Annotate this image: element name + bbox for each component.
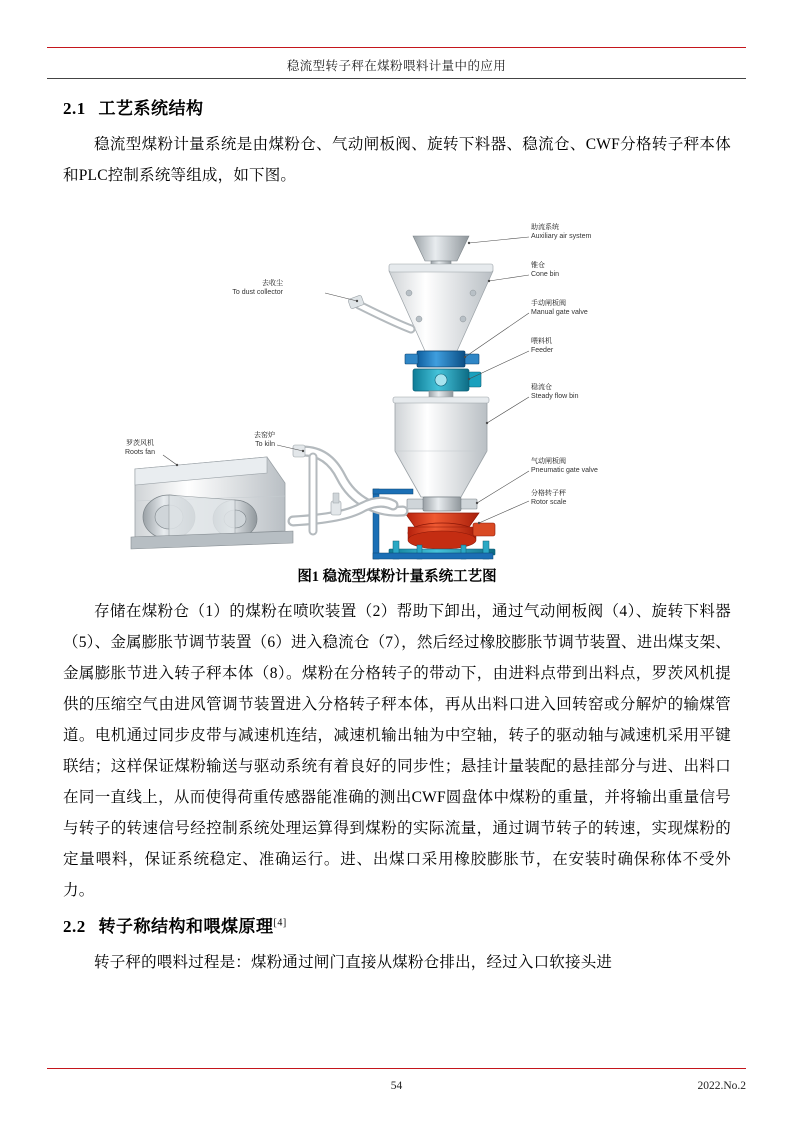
header-top-rule — [47, 47, 746, 48]
header-bottom-rule — [47, 78, 746, 79]
running-header-title: 稳流型转子秤在煤粉喂料计量中的应用 — [286, 59, 507, 73]
section-heading-2-1 — [63, 94, 731, 119]
section2-reference-sup: [4] — [273, 917, 287, 929]
label-auxiliary-air-system: 助流系统 Auxiliary air system — [531, 224, 592, 240]
label-to-dust-collector: 去收尘 To dust collector — [232, 280, 283, 296]
section2-title: 转子称结构和喂煤原理 — [98, 917, 274, 936]
label-rotor-scale: 分格转子秤 Rotor scale — [531, 490, 567, 506]
footer-rule — [47, 1068, 746, 1069]
label-steady-flow-bin: 稳流仓 Steady flow bin — [531, 384, 579, 400]
label-cone-bin: 锥仓 Cone bin — [531, 262, 560, 278]
section-number: 2.1 — [63, 99, 86, 118]
footer-issue: 2022.No.2 — [697, 1080, 746, 1092]
section-title: 工艺系统结构 — [98, 99, 204, 118]
page-content — [63, 88, 731, 984]
section-heading-2-2 — [63, 912, 731, 937]
paragraph-rotor-principle: 转子秤的喂料过程是：煤粉通过闸门直接从煤粉仓排出，经过入口软接头进 — [94, 954, 613, 971]
figure-image — [117, 201, 677, 561]
process-diagram-svg — [117, 201, 677, 561]
label-roots-fan: 罗茨风机 Roots fan — [125, 440, 155, 456]
label-feeder: 喂料机 Feeder — [531, 338, 554, 354]
footer-page-number: 54 — [390, 1080, 403, 1092]
paragraph-process-description: 存储在煤粉仓（1）的煤粉在喷吹装置（2）帮助下卸出，通过气动闸板阀（4）、旋转下料器（5）、金属膨胀节调节装置（6）进入稳流仓（7），然后经过橡胶膨胀节调节装置、进出煤支架、金属膨胀节进入转子秤本体（8）。煤粉在分格转子的带动下，由进料点带到出料点，罗茨风机提供的压缩空气由进风管调节装置进入分格转子秤本体，再从出料口进入回转窑或分解炉的输煤管道。电机通过同步皮带与减速机连结，减速机输出轴为中空轴，转子的驱动轴与减速机采用平键联结；这样保证煤粉输送与驱动系统有着良好的同步性；悬挂计量装配的悬挂部分与进、出料口在同一直线上，从而使得荷重传感器能准确的测出CWF圆盘体中煤粉的重量，并将输出重量信号与转子的转速信号经控制系统处理运算得到煤粉的实际流量，通过调节转子的转速，实现煤粉的定量喂料，保证系统稳定、准确运行。进、出煤口采用橡胶膨胀节，在安装时确保称体不受外力。 — [63, 603, 731, 899]
label-pneumatic-gate-valve: 气动闸板阀 Pneumatic gate valve — [531, 458, 598, 474]
figure-caption: 图1 稳流型煤粉计量系统工艺图 — [297, 569, 497, 585]
label-to-kiln: 去窑炉 To kiln — [254, 432, 275, 448]
section2-number: 2.2 — [63, 917, 86, 936]
paragraph-intro: 稳流型煤粉计量系统是由煤粉仓、气动闸板阀、旋转下料器、稳流仓、CWF分格转子秤本体和PLC控制系统等组成，如下图。 — [63, 136, 731, 184]
figure-block — [63, 201, 731, 586]
label-manual-gate-valve: 手动闸板阀 Manual gate valve — [531, 300, 588, 316]
